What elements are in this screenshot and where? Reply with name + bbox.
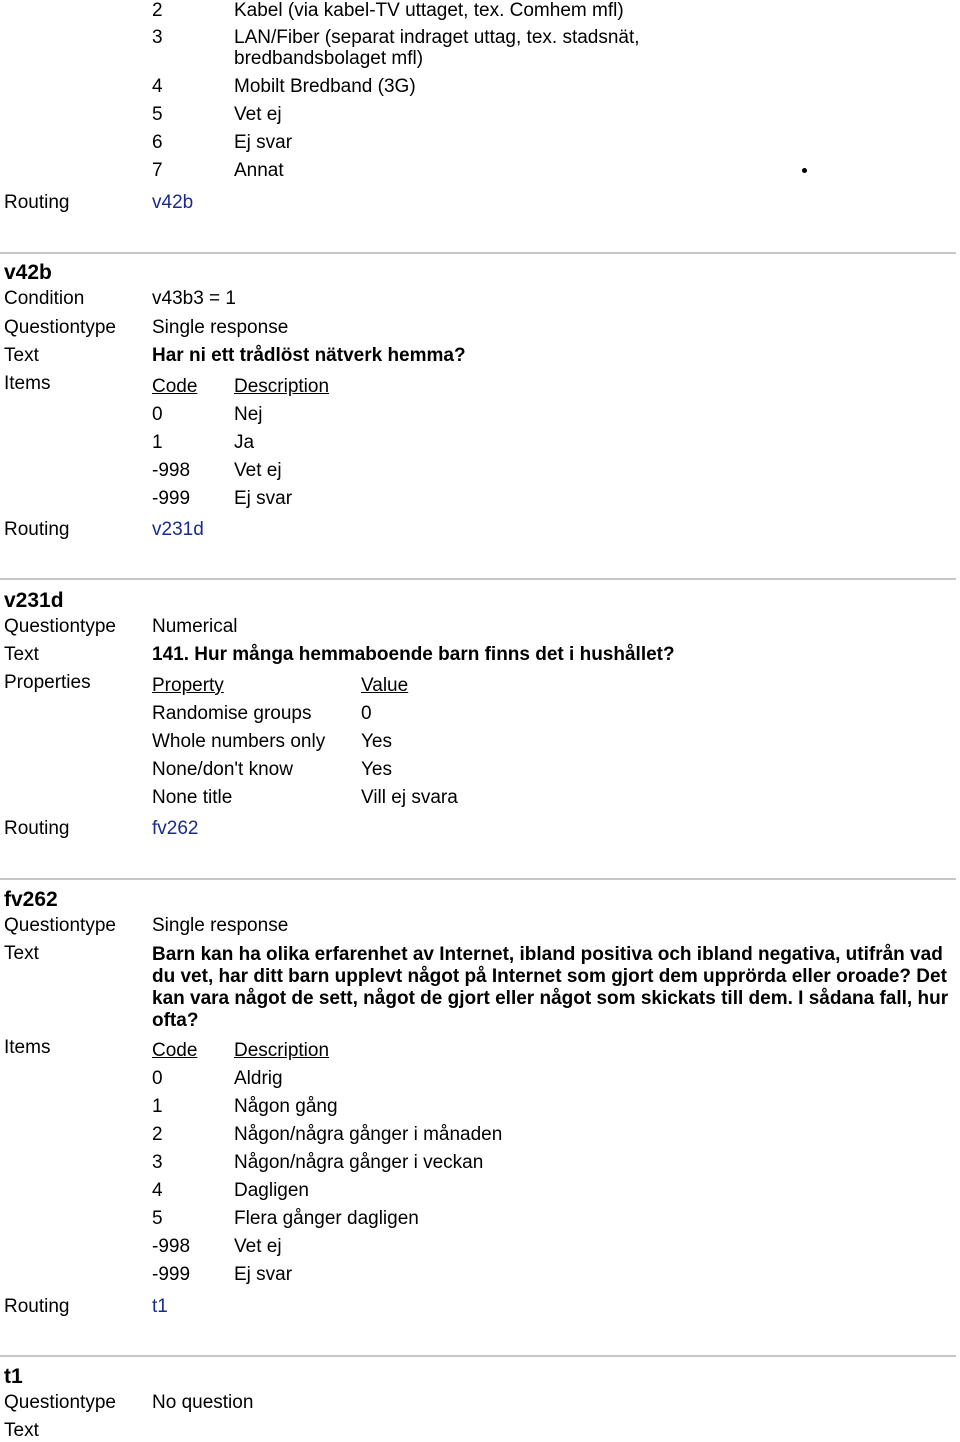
property-value: Vill ej svara	[361, 787, 458, 808]
item-code: 1	[152, 1096, 163, 1117]
questiontype-value: Single response	[152, 317, 289, 338]
item-code: 7	[152, 160, 163, 181]
questiontype-label: Questiontype	[4, 616, 116, 637]
questiontype-label: Questiontype	[4, 1392, 116, 1413]
questiontype-label: Questiontype	[4, 915, 116, 936]
question-title: v42b	[4, 261, 52, 284]
items-label: Items	[4, 373, 51, 394]
item-code: -998	[152, 460, 191, 481]
item-code: 1	[152, 432, 163, 453]
item-code: -999	[152, 488, 191, 509]
property-name: Whole numbers only	[152, 731, 326, 752]
routing-label: Routing	[4, 192, 70, 213]
column-header-description: Description	[234, 1040, 330, 1061]
item-code: 2	[152, 0, 163, 21]
question-text-line: kan vara något de sett, något de gjort eller något som skickats till dem. I sådana fall, hur	[152, 988, 949, 1009]
text-label: Text	[4, 1420, 39, 1441]
question-title: fv262	[4, 888, 58, 911]
questiontype-label: Questiontype	[4, 317, 116, 338]
routing-link[interactable]: t1	[152, 1296, 168, 1317]
item-description: Annat	[234, 160, 284, 181]
condition-label: Condition	[4, 288, 85, 309]
item-description: Någon gång	[234, 1096, 338, 1117]
question-title: t1	[4, 1365, 23, 1388]
item-code: 3	[152, 27, 163, 48]
questiontype-value: Single response	[152, 915, 289, 936]
question-text: Har ni ett trådlöst nätverk hemma?	[152, 345, 466, 366]
text-label: Text	[4, 644, 39, 665]
section-divider	[0, 578, 956, 580]
item-description: Ej svar	[234, 488, 293, 509]
item-description: Vet ej	[234, 1236, 282, 1257]
text-label: Text	[4, 943, 39, 964]
item-description: Dagligen	[234, 1180, 309, 1201]
item-code: 3	[152, 1152, 163, 1173]
property-name: None title	[152, 787, 233, 808]
routing-link[interactable]: fv262	[152, 818, 199, 839]
bullet-icon	[802, 168, 807, 173]
routing-label: Routing	[4, 1296, 70, 1317]
item-description: Nej	[234, 404, 263, 425]
column-header-property: Property	[152, 675, 224, 696]
routing-label: Routing	[4, 818, 70, 839]
questiontype-value: No question	[152, 1392, 254, 1413]
item-description: Någon/några gånger i veckan	[234, 1152, 484, 1173]
section-divider	[0, 878, 956, 880]
property-name: Randomise groups	[152, 703, 312, 724]
item-code: 0	[152, 404, 163, 425]
item-code: 5	[152, 1208, 163, 1229]
question-title: v231d	[4, 589, 64, 612]
question-text: 141. Hur många hemmaboende barn finns det i hushållet?	[152, 644, 675, 665]
text-label: Text	[4, 345, 39, 366]
item-code: 2	[152, 1124, 163, 1145]
properties-label: Properties	[4, 672, 91, 693]
column-header-code: Code	[152, 376, 198, 397]
column-header-description: Description	[234, 376, 330, 397]
item-description-cont: bredbandsbolaget mfl)	[234, 48, 424, 69]
item-description: Vet ej	[234, 104, 282, 125]
column-header-value: Value	[361, 675, 409, 696]
section-divider	[0, 252, 956, 254]
item-description: Kabel (via kabel-TV uttaget, tex. Comhem mfl)	[234, 0, 624, 21]
item-description: LAN/Fiber (separat indraget uttag, tex. stadsnät,	[234, 27, 640, 48]
item-description: Mobilt Bredband (3G)	[234, 76, 416, 97]
item-code: 0	[152, 1068, 163, 1089]
item-description: Ej svar	[234, 132, 293, 153]
column-header-code: Code	[152, 1040, 198, 1061]
question-text-line: ofta?	[152, 1010, 199, 1031]
item-description: Flera gånger dagligen	[234, 1208, 419, 1229]
property-value: 0	[361, 703, 372, 724]
section-divider	[0, 1355, 956, 1357]
item-code: 5	[152, 104, 163, 125]
routing-link[interactable]: v231d	[152, 519, 204, 540]
item-code: 6	[152, 132, 163, 153]
property-value: Yes	[361, 759, 392, 780]
items-label: Items	[4, 1037, 51, 1058]
item-description: Ja	[234, 432, 255, 453]
condition-value: v43b3 = 1	[152, 288, 236, 309]
questiontype-value: Numerical	[152, 616, 238, 637]
item-description: Aldrig	[234, 1068, 283, 1089]
item-code: 4	[152, 76, 163, 97]
property-name: None/don't know	[152, 759, 293, 780]
routing-label: Routing	[4, 519, 70, 540]
routing-link[interactable]: v42b	[152, 192, 194, 213]
question-text-line: Barn kan ha olika erfarenhet av Internet, ibland positiva och ibland negativa, utifrån vad	[152, 944, 943, 965]
item-code: -998	[152, 1236, 191, 1257]
property-value: Yes	[361, 731, 392, 752]
item-description: Ej svar	[234, 1264, 293, 1285]
item-description: Någon/några gånger i månaden	[234, 1124, 503, 1145]
item-code: -999	[152, 1264, 191, 1285]
item-code: 4	[152, 1180, 163, 1201]
item-description: Vet ej	[234, 460, 282, 481]
question-text-line: du vet, har ditt barn upplevt något på Internet som gjort dem upprörda eller oroade? Det	[152, 966, 947, 987]
